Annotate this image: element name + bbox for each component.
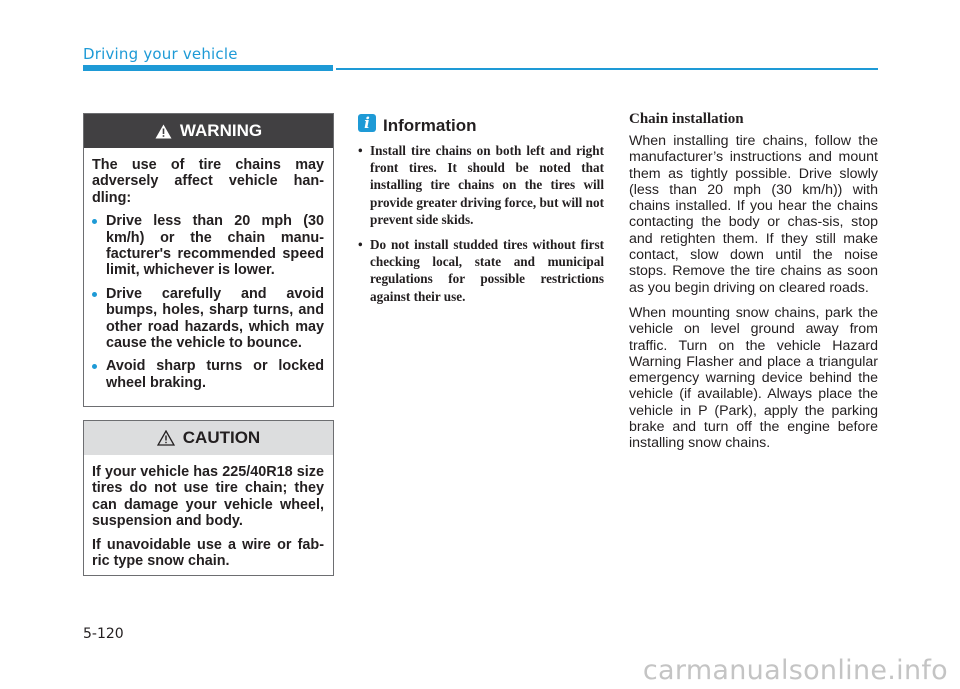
body-paragraph: When installing tire chains, follow the manufacturer’s instructions and mount them as tightly possible. Drive slowly (less than 20 mph (30 km/h)) with chains installed. If you hear the chains contacting the body or chas-sis, stop and retighten them. If they still make contact, slow down until the noise stops. Remove the tire chains as soon as you begin driving on cleared roads. xyxy=(629,133,878,296)
list-item xyxy=(92,286,324,352)
info-icon: i xyxy=(358,114,376,132)
list-item xyxy=(92,358,324,391)
list-item-text: Drive less than 20 mph (30 km/h) or the chain manu-facturer's recommended speed limit, whichever is lower. xyxy=(106,213,324,279)
warning-intro: The use of tire chains may adversely affect vehicle han-dling: xyxy=(92,157,324,206)
caution-paragraph: If unavoidable use a wire or fab-ric type snow chain. xyxy=(92,536,324,570)
bullet-dot-icon xyxy=(92,292,97,297)
information-title: Information xyxy=(383,116,477,135)
list-item-text: Avoid sharp turns or locked wheel braking. xyxy=(106,358,324,391)
header-rule xyxy=(336,68,878,70)
list-item: • Do not install studded tires without first checking local, state and municipal regulations for possible restrictions against their use. xyxy=(356,236,604,305)
chain-installation-heading: Chain installation xyxy=(629,111,744,127)
caution-paragraph: If your vehicle has 225/40R18 size tires do not use tire chain; they can damage your vehicle wheel, suspension and body. xyxy=(92,464,324,530)
warning-box xyxy=(83,113,334,407)
information-list xyxy=(356,142,604,313)
watermark: carmanualsonline.info xyxy=(642,655,948,686)
caution-box xyxy=(83,420,334,576)
warning-body xyxy=(84,148,333,391)
page-number: 5-120 xyxy=(83,626,124,642)
list-item-text: Drive carefully and avoid bumps, holes, sharp turns, and other road hazards, which may cause the vehicle to bounce. xyxy=(106,285,324,352)
list-item xyxy=(92,213,324,279)
caution-header xyxy=(84,421,333,455)
header-accent-bar xyxy=(83,65,333,71)
caution-body xyxy=(84,455,333,569)
bullet-dot-icon xyxy=(92,219,97,224)
section-title: Driving your vehicle xyxy=(83,45,238,63)
warning-triangle-icon xyxy=(155,124,172,139)
chain-installation-body xyxy=(629,133,878,461)
body-paragraph: When mounting snow chains, park the vehicle on level ground away from traffic. Turn on the vehicle Hazard Warning Flasher and place a triangular emergency warning device behind the vehicle (if available). Always place the vehicle in P (Park), apply the parking brake and turn off the engine before installing snow chains. xyxy=(629,304,878,452)
bullet-dot-icon xyxy=(92,364,97,369)
warning-header xyxy=(84,114,333,148)
list-item: • Install tire chains on both left and right front tires. It should be noted that installing tire chains on the tires will provide greater driving force, but will not prevent side skids. xyxy=(356,142,604,228)
caution-triangle-icon xyxy=(157,430,175,446)
caution-label: CAUTION xyxy=(182,428,261,447)
warning-list xyxy=(92,213,324,391)
warning-label: WARNING xyxy=(179,121,263,140)
